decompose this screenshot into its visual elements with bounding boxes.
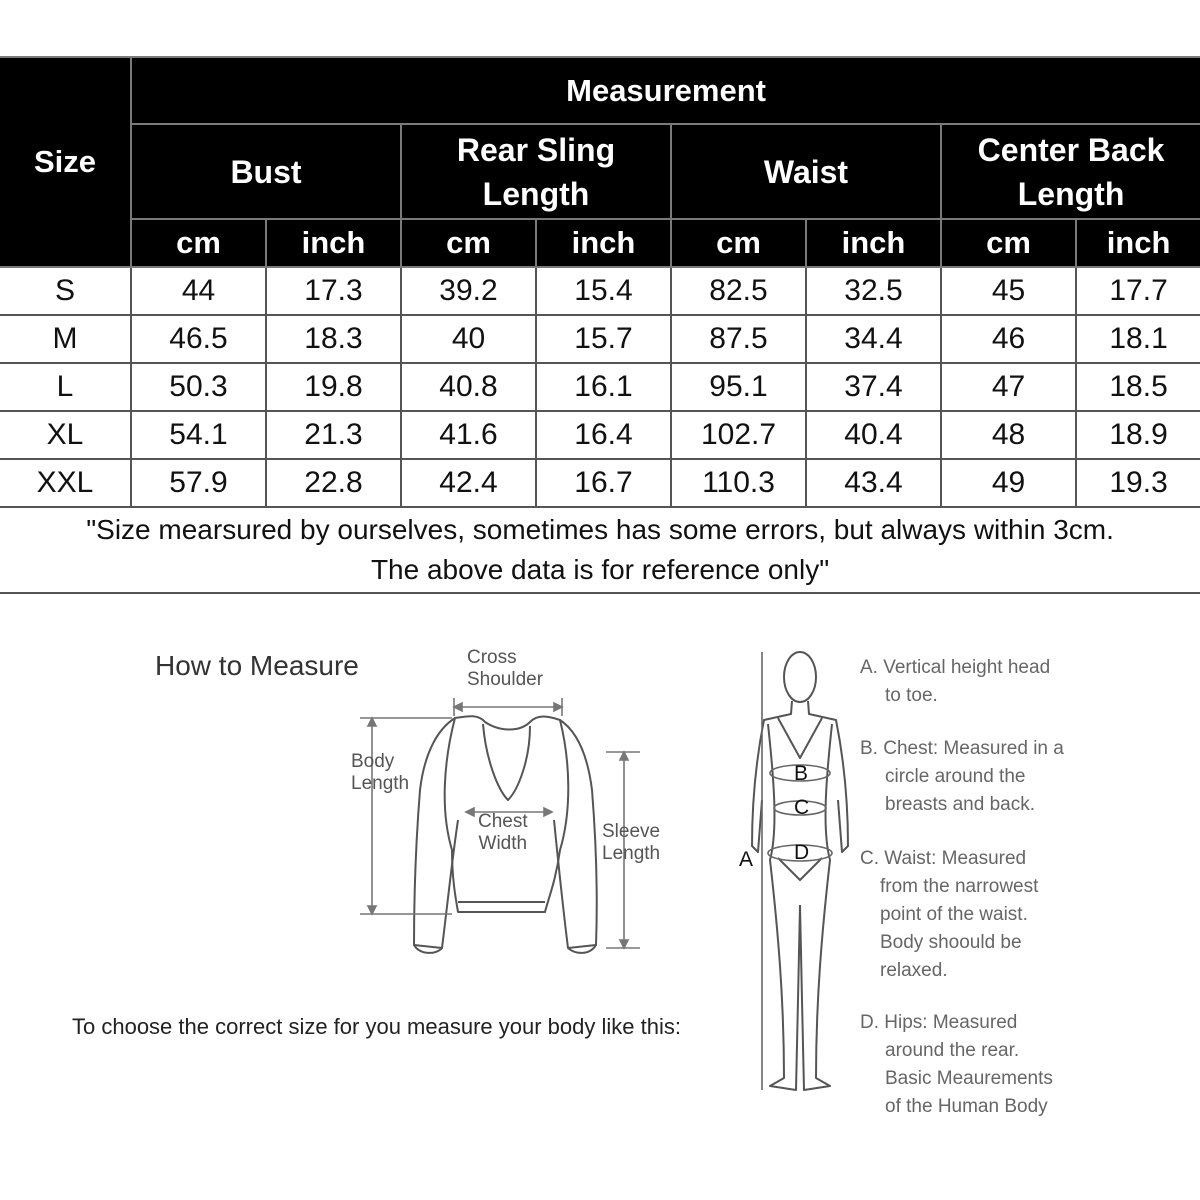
table-cell: 40 (401, 315, 536, 363)
description-d: D. Hips: Measured around the rear. Basic Meaurements of the Human Body (860, 1012, 1053, 1117)
table-cell: 16.7 (536, 459, 671, 507)
table-cell: 21.3 (266, 411, 401, 459)
table-cell: 37.4 (806, 363, 941, 411)
table-cell: 57.9 (131, 459, 266, 507)
size-cell: XXL (0, 459, 131, 507)
table-cell: 19.3 (1076, 459, 1200, 507)
unit-header: cm (401, 219, 536, 267)
table-cell: 102.7 (671, 411, 806, 459)
unit-header: inch (536, 219, 671, 267)
table-cell: 43.4 (806, 459, 941, 507)
table-cell: 16.1 (536, 363, 671, 411)
table-cell: 42.4 (401, 459, 536, 507)
measurement-header: Measurement (131, 57, 1200, 124)
unit-header: cm (131, 219, 266, 267)
table-cell: 41.6 (401, 411, 536, 459)
description-b: B. Chest: Measured in a circle around the breasts and back. (860, 738, 1064, 815)
table-cell: 15.4 (536, 267, 671, 315)
size-cell: XL (0, 411, 131, 459)
table-cell: 18.5 (1076, 363, 1200, 411)
group-header-rear-sling-length: Rear Sling Length (401, 124, 671, 219)
table-cell: 34.4 (806, 315, 941, 363)
unit-header: inch (266, 219, 401, 267)
table-cell: 19.8 (266, 363, 401, 411)
table-cell: 47 (941, 363, 1076, 411)
table-cell: 15.7 (536, 315, 671, 363)
group-header-waist: Waist (671, 124, 941, 219)
marker-a: A (739, 848, 754, 871)
cross-shoulder-label: Cross Shoulder (467, 647, 544, 690)
unit-header: cm (941, 219, 1076, 267)
table-cell: 17.7 (1076, 267, 1200, 315)
table-cell: 44 (131, 267, 266, 315)
table-cell: 18.3 (266, 315, 401, 363)
chest-width-label: Chest Width (478, 811, 528, 854)
table-cell: 82.5 (671, 267, 806, 315)
human-body-figure (752, 652, 848, 1090)
table-cell: 32.5 (806, 267, 941, 315)
group-header-center-back-length: Center Back Length (941, 124, 1200, 219)
table-cell: 18.1 (1076, 315, 1200, 363)
how-to-measure-title: How to Measure (155, 650, 359, 681)
table-cell: 46 (941, 315, 1076, 363)
table-cell: 16.4 (536, 411, 671, 459)
table-cell: 50.3 (131, 363, 266, 411)
table-cell: 40.4 (806, 411, 941, 459)
table-cell: 18.9 (1076, 411, 1200, 459)
table-cell: 22.8 (266, 459, 401, 507)
sleeve-length-label: Sleeve Length (602, 821, 661, 864)
table-cell: 45 (941, 267, 1076, 315)
marker-c: C (794, 796, 810, 819)
instruction-text: To choose the correct size for you measure your body like this: (72, 1014, 681, 1039)
table-cell: 95.1 (671, 363, 806, 411)
note-line-2: The above data is for reference only" (370, 554, 830, 585)
table-cell: 40.8 (401, 363, 536, 411)
note-line-1: "Size mearsured by ourselves, sometimes has some errors, but always within 3cm. (86, 514, 1114, 545)
table-cell: 39.2 (401, 267, 536, 315)
table-cell: 48 (941, 411, 1076, 459)
table-cell: 87.5 (671, 315, 806, 363)
size-header: Size (0, 57, 131, 267)
size-cell: M (0, 315, 131, 363)
description-a: A. Vertical height head to toe. (860, 657, 1051, 706)
size-cell: L (0, 363, 131, 411)
table-cell: 54.1 (131, 411, 266, 459)
unit-header: inch (1076, 219, 1200, 267)
size-cell: S (0, 267, 131, 315)
group-header-bust: Bust (131, 124, 401, 219)
unit-header: cm (671, 219, 806, 267)
marker-d: D (794, 841, 810, 864)
marker-b: B (794, 762, 809, 785)
table-cell: 46.5 (131, 315, 266, 363)
table-cell: 49 (941, 459, 1076, 507)
description-c: C. Waist: Measured from the narrowest point of the waist. Body shoould be relaxed. (860, 848, 1039, 981)
body-length-label: Body Length (351, 751, 410, 794)
unit-header: inch (806, 219, 941, 267)
table-cell: 110.3 (671, 459, 806, 507)
table-cell: 17.3 (266, 267, 401, 315)
